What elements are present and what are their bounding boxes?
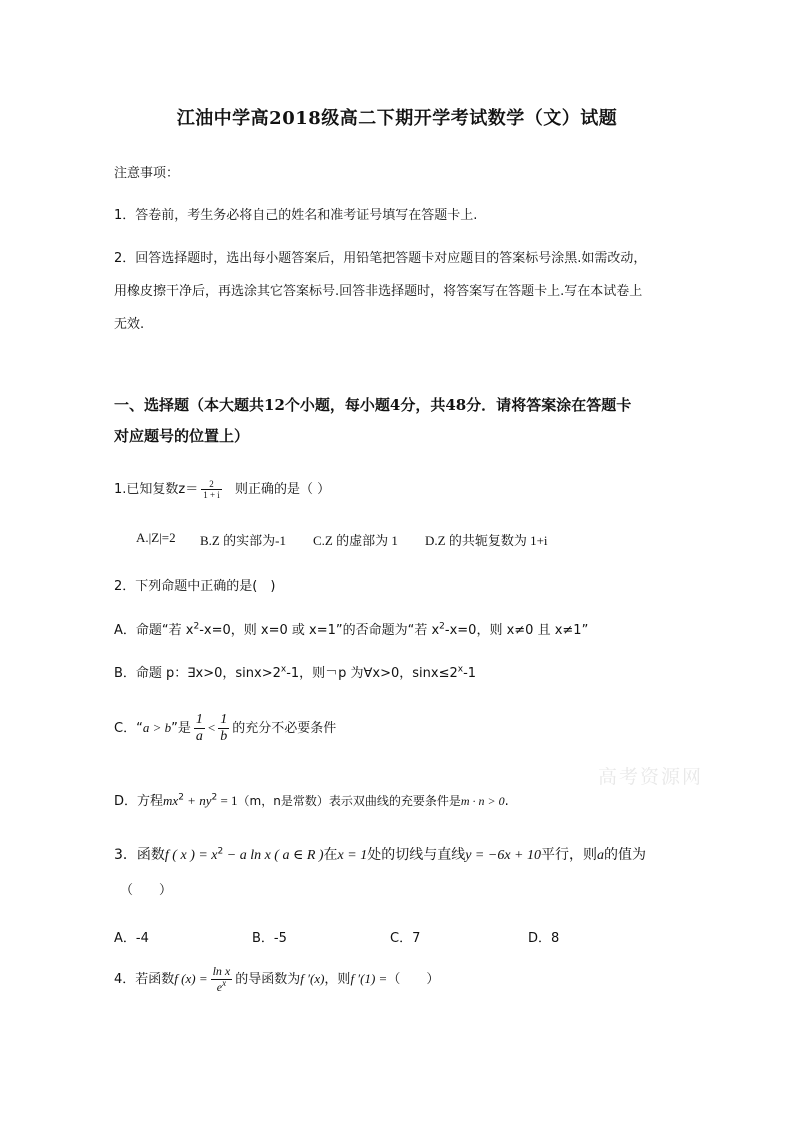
q3-part1: 3．函数 bbox=[114, 847, 165, 863]
q4-frac-den bbox=[211, 980, 233, 995]
question-3-stem bbox=[114, 844, 646, 864]
notice-item-2-line3: 无效. bbox=[114, 317, 145, 332]
q3-expr2: − a ln x ( a ∈ R ) bbox=[223, 848, 324, 863]
q2-c-frac-b bbox=[218, 712, 229, 745]
q2-d-part2: （m，n是常数）表示双曲线的充要条件是 bbox=[237, 794, 461, 808]
q2-c-frac-a bbox=[194, 712, 205, 745]
q2-d-expr4: m · n > 0 bbox=[460, 794, 505, 808]
q3-expr3: x = 1 bbox=[337, 848, 368, 863]
q3-part5: 的值为 bbox=[604, 847, 646, 863]
q3-expr4: y = −6x + 10 bbox=[465, 848, 541, 863]
q2-a-sup2: 2 bbox=[439, 621, 445, 632]
q1-option-a: A.|Z|=2 bbox=[136, 530, 176, 545]
question-1-stem bbox=[114, 478, 330, 500]
notice-heading: 注意事项： bbox=[114, 166, 180, 181]
q2-c-frac-b-num: 1 bbox=[220, 712, 228, 727]
q2-option-b bbox=[114, 662, 476, 681]
q3-expr1: f ( x ) = x bbox=[164, 848, 218, 863]
q4-expr1: f (x) = bbox=[174, 971, 208, 986]
q2-option-d bbox=[114, 790, 509, 809]
q4-den-base: e bbox=[216, 980, 223, 994]
section-1-heading-line1: 一、选择题（本大题共12个小题，每小题4分，共48分．请将答案涂在答题卡 bbox=[114, 396, 632, 414]
q4-part2: 的导函数为 bbox=[235, 972, 301, 987]
q2-c-frac-a-den: a bbox=[195, 729, 203, 744]
q1-suffix: 则正确的是（ ） bbox=[234, 482, 331, 497]
q4-part1: 4．若函数 bbox=[114, 972, 175, 987]
q4-part4: （ ） bbox=[387, 972, 440, 987]
q2-c-part1: C．“ bbox=[114, 721, 143, 736]
q4-expr2: f ′(x) bbox=[300, 971, 325, 986]
q3-option-b: B．-5 bbox=[252, 931, 287, 946]
q3-part2: 在 bbox=[323, 847, 338, 863]
exam-title: 江油中学高2018级高二下期开学考试数学（文）试题 bbox=[176, 108, 618, 129]
q2-c-frac-a-num: 1 bbox=[195, 712, 203, 727]
q3-part3: 处的切线与直线 bbox=[367, 847, 466, 863]
q2-c-part2: ”是 bbox=[171, 721, 191, 736]
q3-part4: 平行，则 bbox=[541, 847, 597, 863]
q1-option-b: B.Z 的实部为-1 bbox=[200, 533, 286, 548]
q2-d-expr2: + ny bbox=[183, 793, 212, 808]
notice-item-2-line1: 2．回答选择题时，选出每小题答案后，用铅笔把答题卡对应题目的答案标号涂黑.如需改动， bbox=[114, 251, 647, 266]
q2-b-sup2: x bbox=[457, 664, 464, 675]
q2-d-sup1: 2 bbox=[178, 792, 184, 803]
q2-b-part1: B．命题 p：∃x>0，sinx>2 bbox=[114, 666, 281, 681]
q2-d-part1: D．方程 bbox=[114, 794, 164, 809]
q3-option-c: C．7 bbox=[390, 931, 421, 946]
q1-prefix: 1.已知复数z＝ bbox=[114, 482, 199, 497]
q2-c-part3: 的充分不必要条件 bbox=[232, 721, 337, 736]
q1-option-c: C.Z 的虚部为 1 bbox=[313, 533, 398, 548]
q2-d-expr3: = 1 bbox=[217, 793, 238, 808]
q2-c-lt: < bbox=[207, 720, 216, 735]
q2-b-part2: -1，则￢p 为∀x>0，sinx≤2 bbox=[286, 666, 458, 681]
q2-option-a bbox=[114, 619, 588, 638]
notice-item-2-line2: 用橡皮擦干净后，再选涂其它答案标号.回答非选择题时，将答案写在答题卡上.写在本试卷上 bbox=[114, 284, 643, 299]
notice-item-1: 1．答卷前，考生务必将自己的姓名和准考证号填写在答题卡上. bbox=[114, 208, 478, 223]
q2-b-sup1: x bbox=[280, 664, 287, 675]
q3-expr5: a bbox=[597, 848, 604, 863]
q4-frac-num: ln x bbox=[212, 964, 231, 978]
section-1-heading-line2: 对应题号的位置上） bbox=[114, 427, 250, 445]
question-4-stem bbox=[114, 964, 439, 995]
q3-paren: （ ） bbox=[120, 883, 173, 898]
q2-b-part3: -1 bbox=[463, 666, 477, 681]
q4-part3: ，则 bbox=[324, 972, 351, 987]
q1-fraction bbox=[201, 479, 222, 500]
question-2-stem: 2．下列命题中正确的是( ) bbox=[114, 579, 276, 594]
q1-option-d: D.Z 的共轭复数为 1+i bbox=[425, 533, 548, 548]
q2-d-part3: . bbox=[504, 794, 509, 809]
watermark: 高考资源网 bbox=[598, 766, 704, 788]
q1-frac-num: 2 bbox=[201, 479, 222, 490]
q2-a-part1: A．命题“若 x bbox=[114, 623, 194, 638]
q2-c-expr: a > b bbox=[142, 720, 172, 735]
q2-option-c bbox=[114, 712, 336, 745]
q3-option-d: D．8 bbox=[528, 931, 560, 946]
q2-c-frac-b-den: b bbox=[220, 729, 228, 744]
q2-a-sup1: 2 bbox=[193, 621, 200, 632]
q2-d-sup2: 2 bbox=[211, 792, 218, 803]
q3-option-a: A．-4 bbox=[114, 931, 149, 946]
q2-a-part2: -x=0，则 x=0 或 x=1”的否命题为“若 x bbox=[199, 623, 440, 638]
q1-frac-den: 1 + i bbox=[203, 490, 220, 500]
q4-den-sup: x bbox=[222, 978, 227, 988]
q2-d-expr1: mx bbox=[163, 793, 179, 808]
q4-fraction bbox=[211, 964, 233, 995]
q3-sup: 2 bbox=[217, 846, 224, 857]
q2-a-part3: -x=0，则 x≠0 且 x≠1” bbox=[444, 623, 589, 638]
q4-expr3: f ′(1) = bbox=[350, 971, 388, 986]
